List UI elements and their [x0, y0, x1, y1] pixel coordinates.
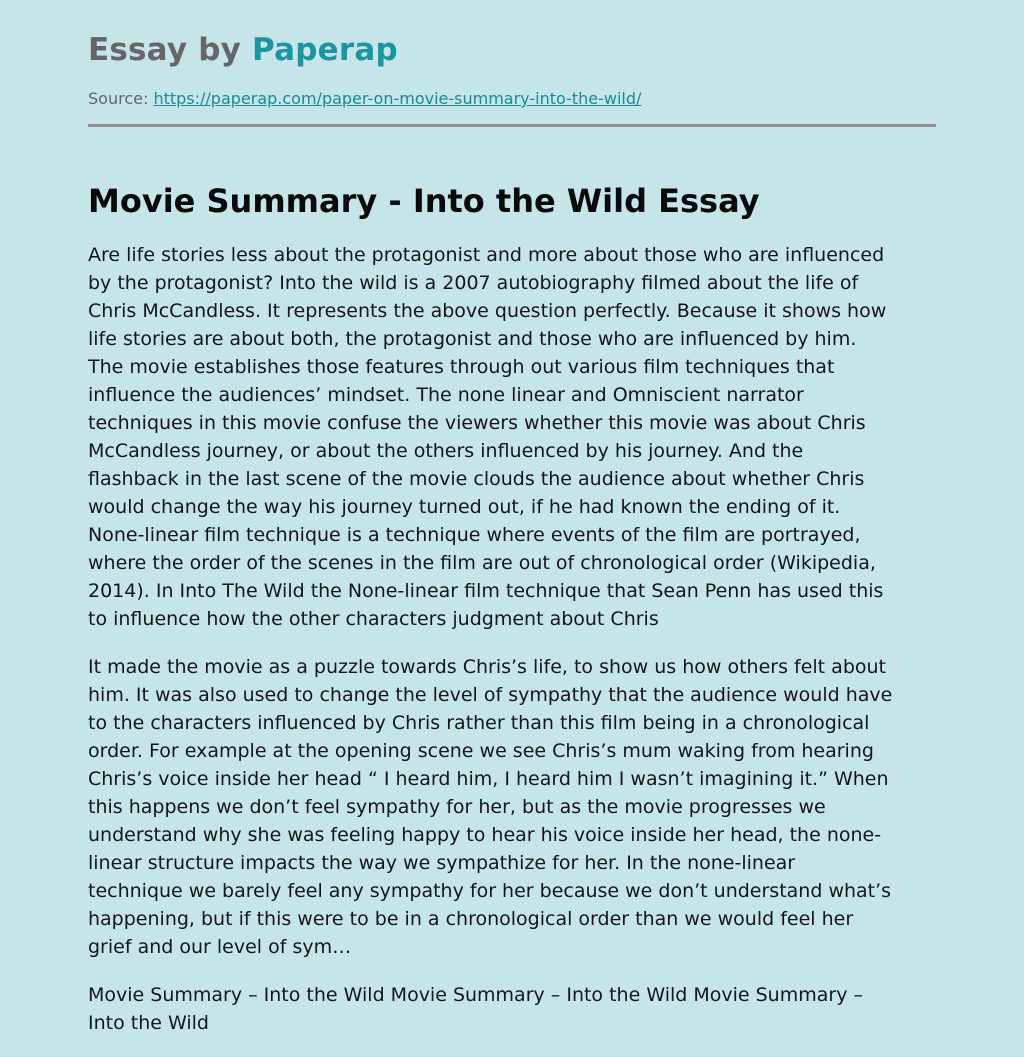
text-line: to the characters influenced by Chris rather than this film being in a chronological: [88, 712, 870, 734]
text-line: techniques in this movie confuse the viewers whether this movie was about Chris: [88, 412, 866, 434]
text-line: None-linear film technique is a technique where events of the film are portrayed,: [88, 524, 861, 546]
text-line: by the protagonist? Into the wild is a 2007 autobiography filmed about the life of: [88, 272, 859, 294]
text-line: The movie establishes those features through out various film techniques that: [88, 356, 835, 378]
text-line: him. It was also used to change the level of sympathy that the audience would have: [88, 684, 893, 706]
brand-prefix: Essay by: [88, 32, 242, 68]
text-line: influence the audiences’ mindset. The none linear and Omniscient narrator: [88, 384, 804, 406]
header-divider: [88, 124, 936, 127]
text-line: 2014). In Into The Wild the None-linear film technique that Sean Penn has used this: [88, 580, 884, 602]
text-line: Into the Wild: [88, 1012, 209, 1034]
brand-name[interactable]: Paperap: [252, 32, 398, 68]
text-line: technique we barely feel any sympathy for her because we don’t understand what’s: [88, 880, 892, 902]
text-line: happening, but if this were to be in a chronological order than we would feel her: [88, 908, 854, 930]
text-line: grief and our level of sym…: [88, 936, 352, 958]
text-line: this happens we don’t feel sympathy for her, but as the movie progresses we: [88, 796, 826, 818]
text-line: Are life stories less about the protagonist and more about those who are influenced: [88, 244, 885, 266]
text-line: understand why she was feeling happy to hear his voice inside her head, the none-: [88, 824, 882, 846]
paragraph-2: [88, 653, 940, 961]
text-line: It made the movie as a puzzle towards Chris’s life, to show us how others felt about: [88, 656, 886, 678]
source-link[interactable]: https://paperap.com/paper-on-movie-summary-into-the-wild/: [153, 89, 642, 108]
text-line: McCandless journey, or about the others influenced by his journey. And the: [88, 440, 804, 462]
text-line: Movie Summary – Into the Wild Movie Summary – Into the Wild Movie Summary –: [88, 984, 863, 1006]
text-line: Chris’s voice inside her head “ I heard him, I heard him I wasn’t imagining it.” When: [88, 768, 889, 790]
text-line: life stories are about both, the protagonist and those who are influenced by him.: [88, 328, 857, 350]
text-line: linear structure impacts the way we sympathize for her. In the none-linear: [88, 852, 796, 874]
essay-body: [88, 241, 940, 1057]
text-line: order. For example at the opening scene we see Chris’s mum waking from hearing: [88, 740, 874, 762]
text-line: Chris McCandless. It represents the above question perfectly. Because it shows how: [88, 300, 887, 322]
source-label: Source:: [88, 89, 149, 108]
related-titles: [88, 981, 940, 1037]
source-line: [88, 88, 641, 110]
text-line: flashback in the last scene of the movie clouds the audience about whether Chris: [88, 468, 865, 490]
text-line: to influence how the other characters judgment about Chris: [88, 608, 659, 630]
site-brand[interactable]: [88, 30, 398, 70]
text-line: where the order of the scenes in the film are out of chronological order (Wikipedia,: [88, 552, 876, 574]
text-line: would change the way his journey turned out, if he had known the ending of it.: [88, 496, 841, 518]
essay-title: Movie Summary - Into the Wild Essay: [88, 182, 760, 220]
paragraph-1: [88, 241, 940, 633]
